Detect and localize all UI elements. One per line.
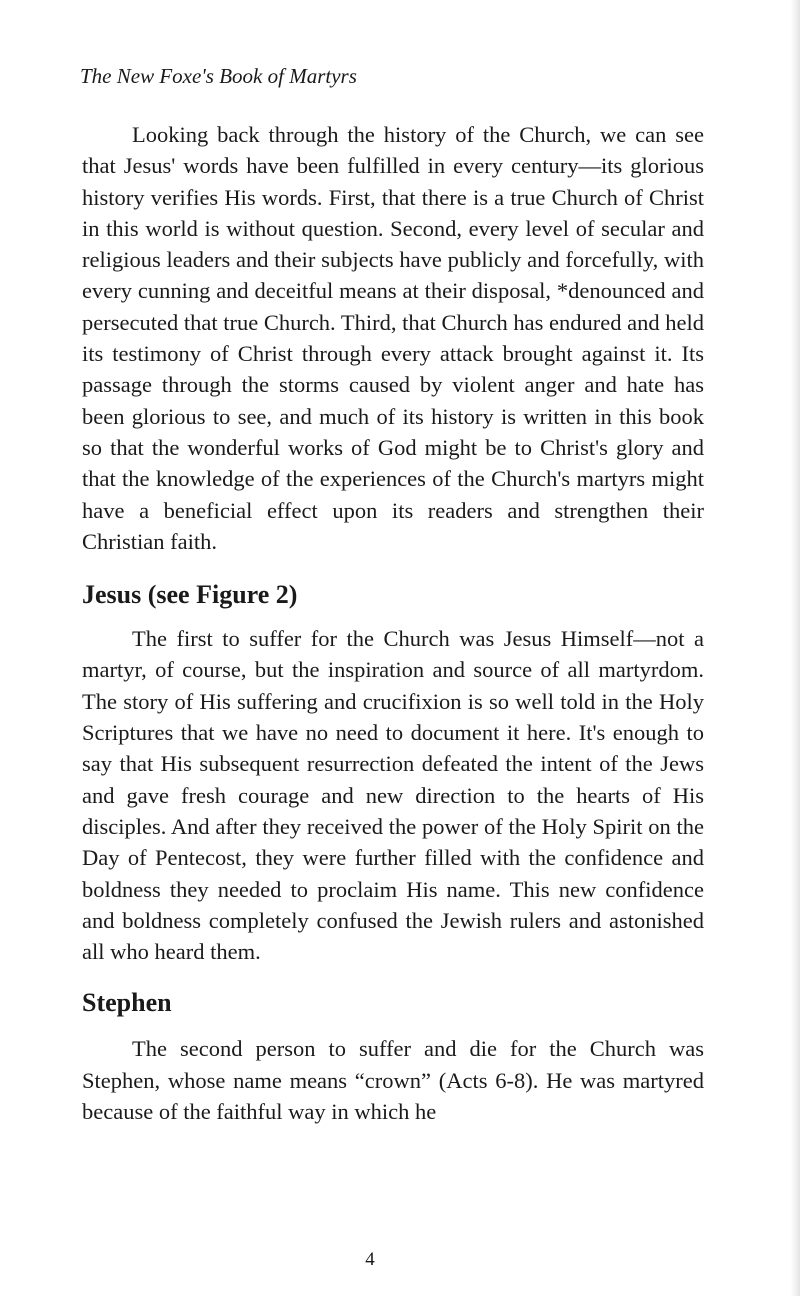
intro-paragraph: Looking back through the history of the Church, we can see that Jesus' words have been fulfilled in every century—its glorious history verifies His words. First, that there is a true Church of Christ in this world is without question. Second, every level of secular and religious leaders and their subjects have publicly and forcefully, with every cunning and deceitful means at their disposal, *denounced and persecuted that true Church. Third, that Church has endured and held its testimony of Christ through every attack brought against it. Its passage through the storms caused by violent anger and hate has been glorious to see, and much of its history is written in this book so that the wonderful works of God might be to Christ's glory and that the knowledge of the experiences of the Church's martyrs might have a beneficial effect upon its readers and strengthen their Christian faith. bbox=[82, 122, 704, 554]
jesus-paragraph: The first to suffer for the Church was Jesus Himself—not a martyr, of course, but the inspiration and source of all martyrdom. The story of His suffering and crucifixion is so well told in the Holy Scriptures that we have no need to document it here. It's enough to say that His subsequent resurrection defeated the intent of the Jews and gave fresh courage and new direction to the hearts of His disciples. And after they received the power of the Holy Spirit on the Day of Pentecost, they were further filled with the confidence and boldness they needed to proclaim His name. This new confidence and boldness completely confused the Jewish rulers and astonished all who heard them. bbox=[82, 626, 704, 965]
page-edge-shadow bbox=[790, 0, 800, 1296]
section-heading-jesus: Jesus (see Figure 2) bbox=[82, 580, 298, 610]
stephen-paragraph: The second person to suffer and die for the Church was Stephen, whose name means “crown” (Acts 6-8). He was martyred because of the faithful way in which he bbox=[82, 1036, 704, 1125]
body-text bbox=[82, 119, 704, 1127]
section-heading-stephen: Stephen bbox=[82, 988, 172, 1018]
running-head: The New Foxe's Book of Martyrs bbox=[80, 64, 357, 88]
page-number: 4 bbox=[365, 1249, 375, 1270]
